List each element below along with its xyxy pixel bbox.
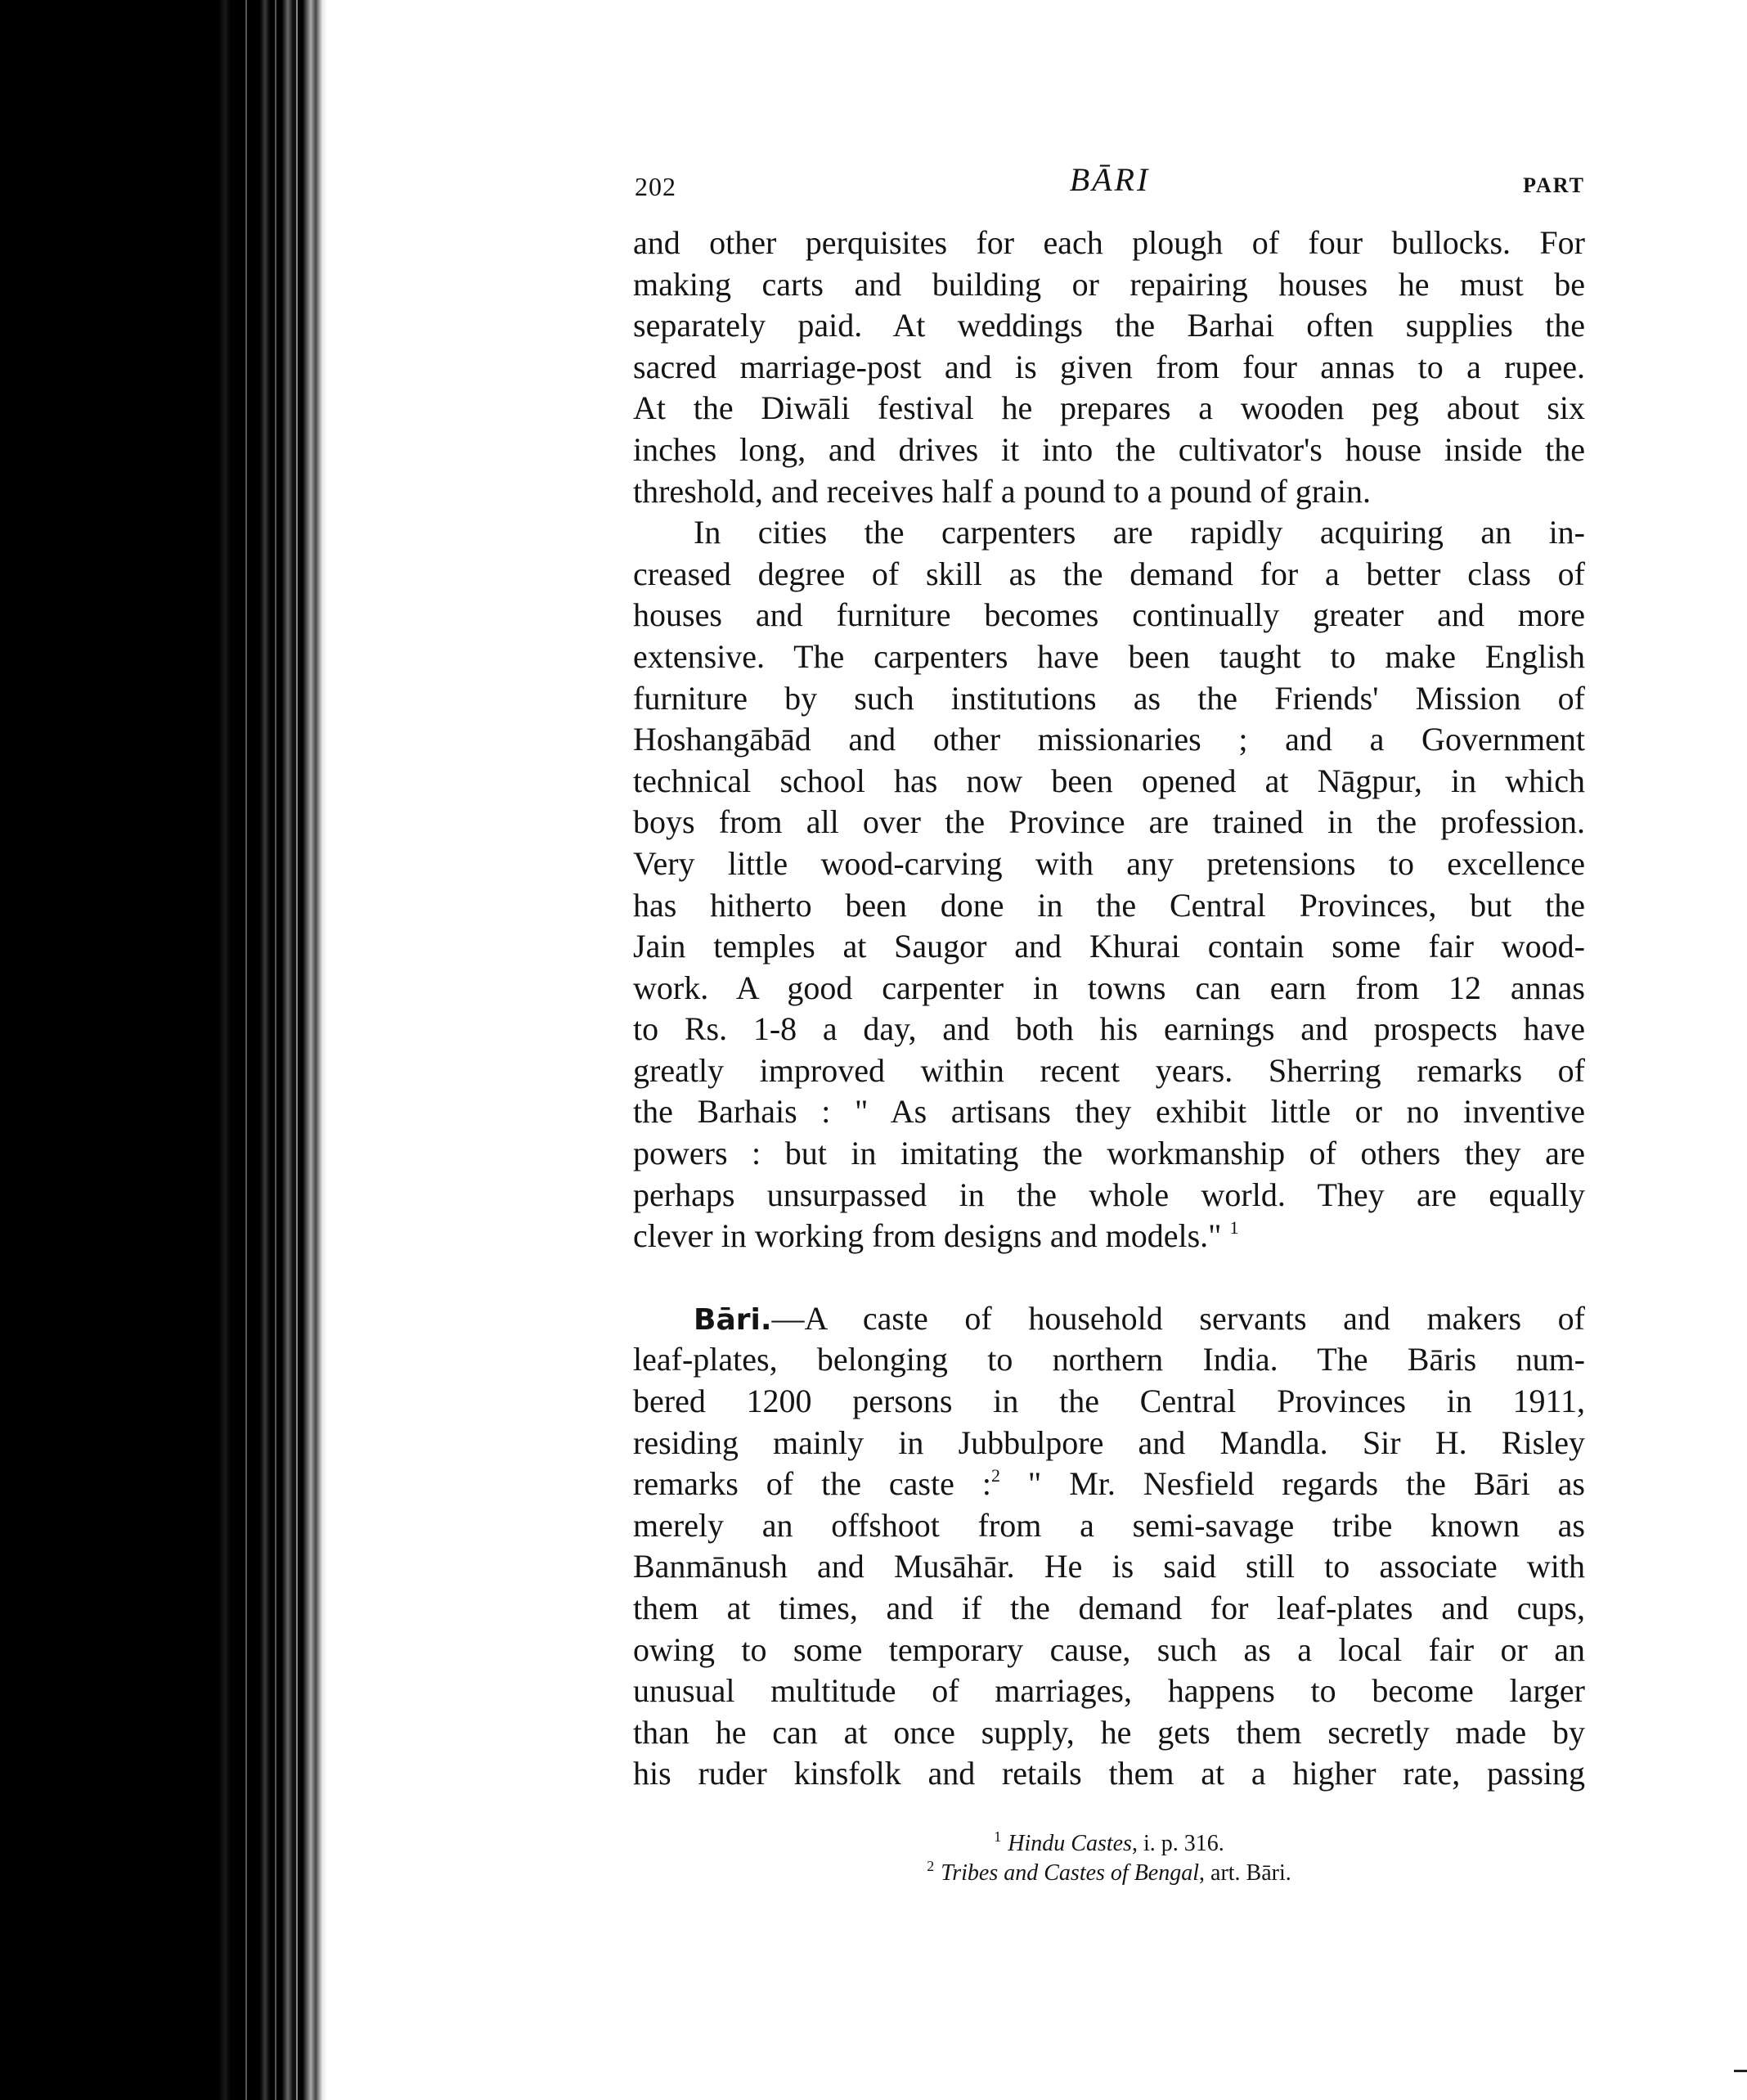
text-line: to Rs. 1-8 a day, and both his earnings and prospects have (633, 1010, 1585, 1048)
text-line: threshold, and receives half a pound to a pound of grain. (633, 472, 1371, 510)
text-line: has hitherto been done in the Central Provinces, but the (633, 886, 1585, 924)
text-line: Hoshangābād and other missionaries ; and a Government (633, 721, 1585, 758)
scan-mark (1734, 2070, 1747, 2072)
text-line: making carts and building or repairing houses he must be (633, 265, 1585, 303)
text-segment: clever in working from designs and models." (633, 1217, 1222, 1255)
text-line: merely an offshoot from a semi-savage tribe known as (633, 1506, 1585, 1544)
text-line: houses and furniture becomes continually greater and more (633, 596, 1585, 634)
text-segment: " Mr. Nesfield regards the Bāri as (999, 1465, 1585, 1503)
gutter-line (275, 0, 276, 2100)
text-segment: —A caste of household servants and makers of (771, 1299, 1585, 1337)
section-gap (633, 1257, 1585, 1298)
text-line (633, 1298, 1585, 1340)
text-line: separately paid. At weddings the Barhai often supplies the (633, 307, 1585, 344)
text-line: them at times, and if the demand for leaf-plates and cups, (633, 1590, 1585, 1626)
text-line: perhaps unsurpassed in the whole world. They are equally (633, 1176, 1585, 1213)
footnote-title: Hindu Castes (1008, 1831, 1132, 1856)
text-line (633, 1464, 1585, 1505)
text-line: unusual multitude of marriages, happens to become larger (633, 1672, 1585, 1710)
text-line: his ruder kinsfolk and retails them at a higher rate, passing (633, 1755, 1585, 1792)
gutter-line (296, 0, 298, 2100)
text-line: extensive. The carpenters have been taught to make English (633, 637, 1585, 675)
footnote-2 (633, 1859, 1585, 1888)
entry-heading: Bāri. (694, 1302, 772, 1337)
text-line: work. A good carpenter in towns can earn from 12 annas (633, 969, 1585, 1006)
text-line: inches long, and drives it into the cultivator's house inside the (633, 430, 1585, 468)
running-title: BĀRI (1069, 161, 1151, 198)
text-line: In cities the carpenters are rapidly acquiring an in- (694, 514, 1585, 551)
text-line: than he can at once supply, he gets them secretly made by (633, 1713, 1585, 1751)
text-line: greatly improved within recent years. Sherring remarks of (633, 1051, 1585, 1089)
text-line: Very little wood-carving with any pretensions to excellence (633, 844, 1585, 882)
text-line: At the Diwāli festival he prepares a wooden peg about six (633, 389, 1585, 427)
footnote-1 (633, 1829, 1585, 1859)
page-number: 202 (635, 172, 676, 201)
text-line: leaf-plates, belonging to northern India. The Bāris num- (633, 1341, 1585, 1378)
text-line: sacred marriage-post and is given from four annas to a rupee. (633, 348, 1585, 385)
text-line: the Barhais : " As artisans they exhibit little or no inventive (633, 1093, 1585, 1131)
footnote-text: , i. p. 316. (1131, 1831, 1224, 1856)
footnotes (633, 1829, 1585, 1888)
text-segment: remarks of the caste : (633, 1465, 991, 1503)
text-line: powers : but in imitating the workmanship of others they are (633, 1135, 1585, 1172)
footnote-mark: 1 (994, 1828, 1002, 1845)
page-header (635, 160, 1585, 206)
footnote-mark: 2 (927, 1858, 935, 1874)
text-line (633, 1216, 1585, 1257)
text-line: bered 1200 persons in the Central Provinces in 1911, (633, 1383, 1585, 1420)
text-line: creased degree of skill as the demand for a better class of (633, 555, 1585, 592)
text-line: residing mainly in Jubbulpore and Mandla. Sir H. Risley (633, 1423, 1585, 1461)
body-text (633, 223, 1585, 1795)
footnote-ref: 1 (1229, 1217, 1239, 1239)
book-gutter (0, 0, 327, 2100)
footnote-text: , art. Bāri. (1199, 1860, 1291, 1886)
text-line: furniture by such institutions as the Friends' Mission of (633, 679, 1585, 717)
footnote-ref: 2 (990, 1465, 1000, 1486)
gutter-line (245, 0, 247, 2100)
text-line: owing to some temporary cause, such as a local fair or an (633, 1630, 1585, 1668)
part-label: PART (1523, 173, 1585, 197)
footnote-title: Tribes and Castes of Bengal (941, 1860, 1200, 1886)
text-line: technical school has now been opened at Nāgpur, in which (633, 762, 1585, 799)
text-line: Banmānush and Musāhār. He is said still to associate with (633, 1548, 1585, 1585)
text-line: and other perquisites for each plough of four bullocks. For (633, 224, 1585, 261)
text-line: boys from all over the Province are trained in the profession. (633, 803, 1585, 841)
text-line: Jain temples at Saugor and Khurai contain some fair wood- (633, 928, 1585, 965)
